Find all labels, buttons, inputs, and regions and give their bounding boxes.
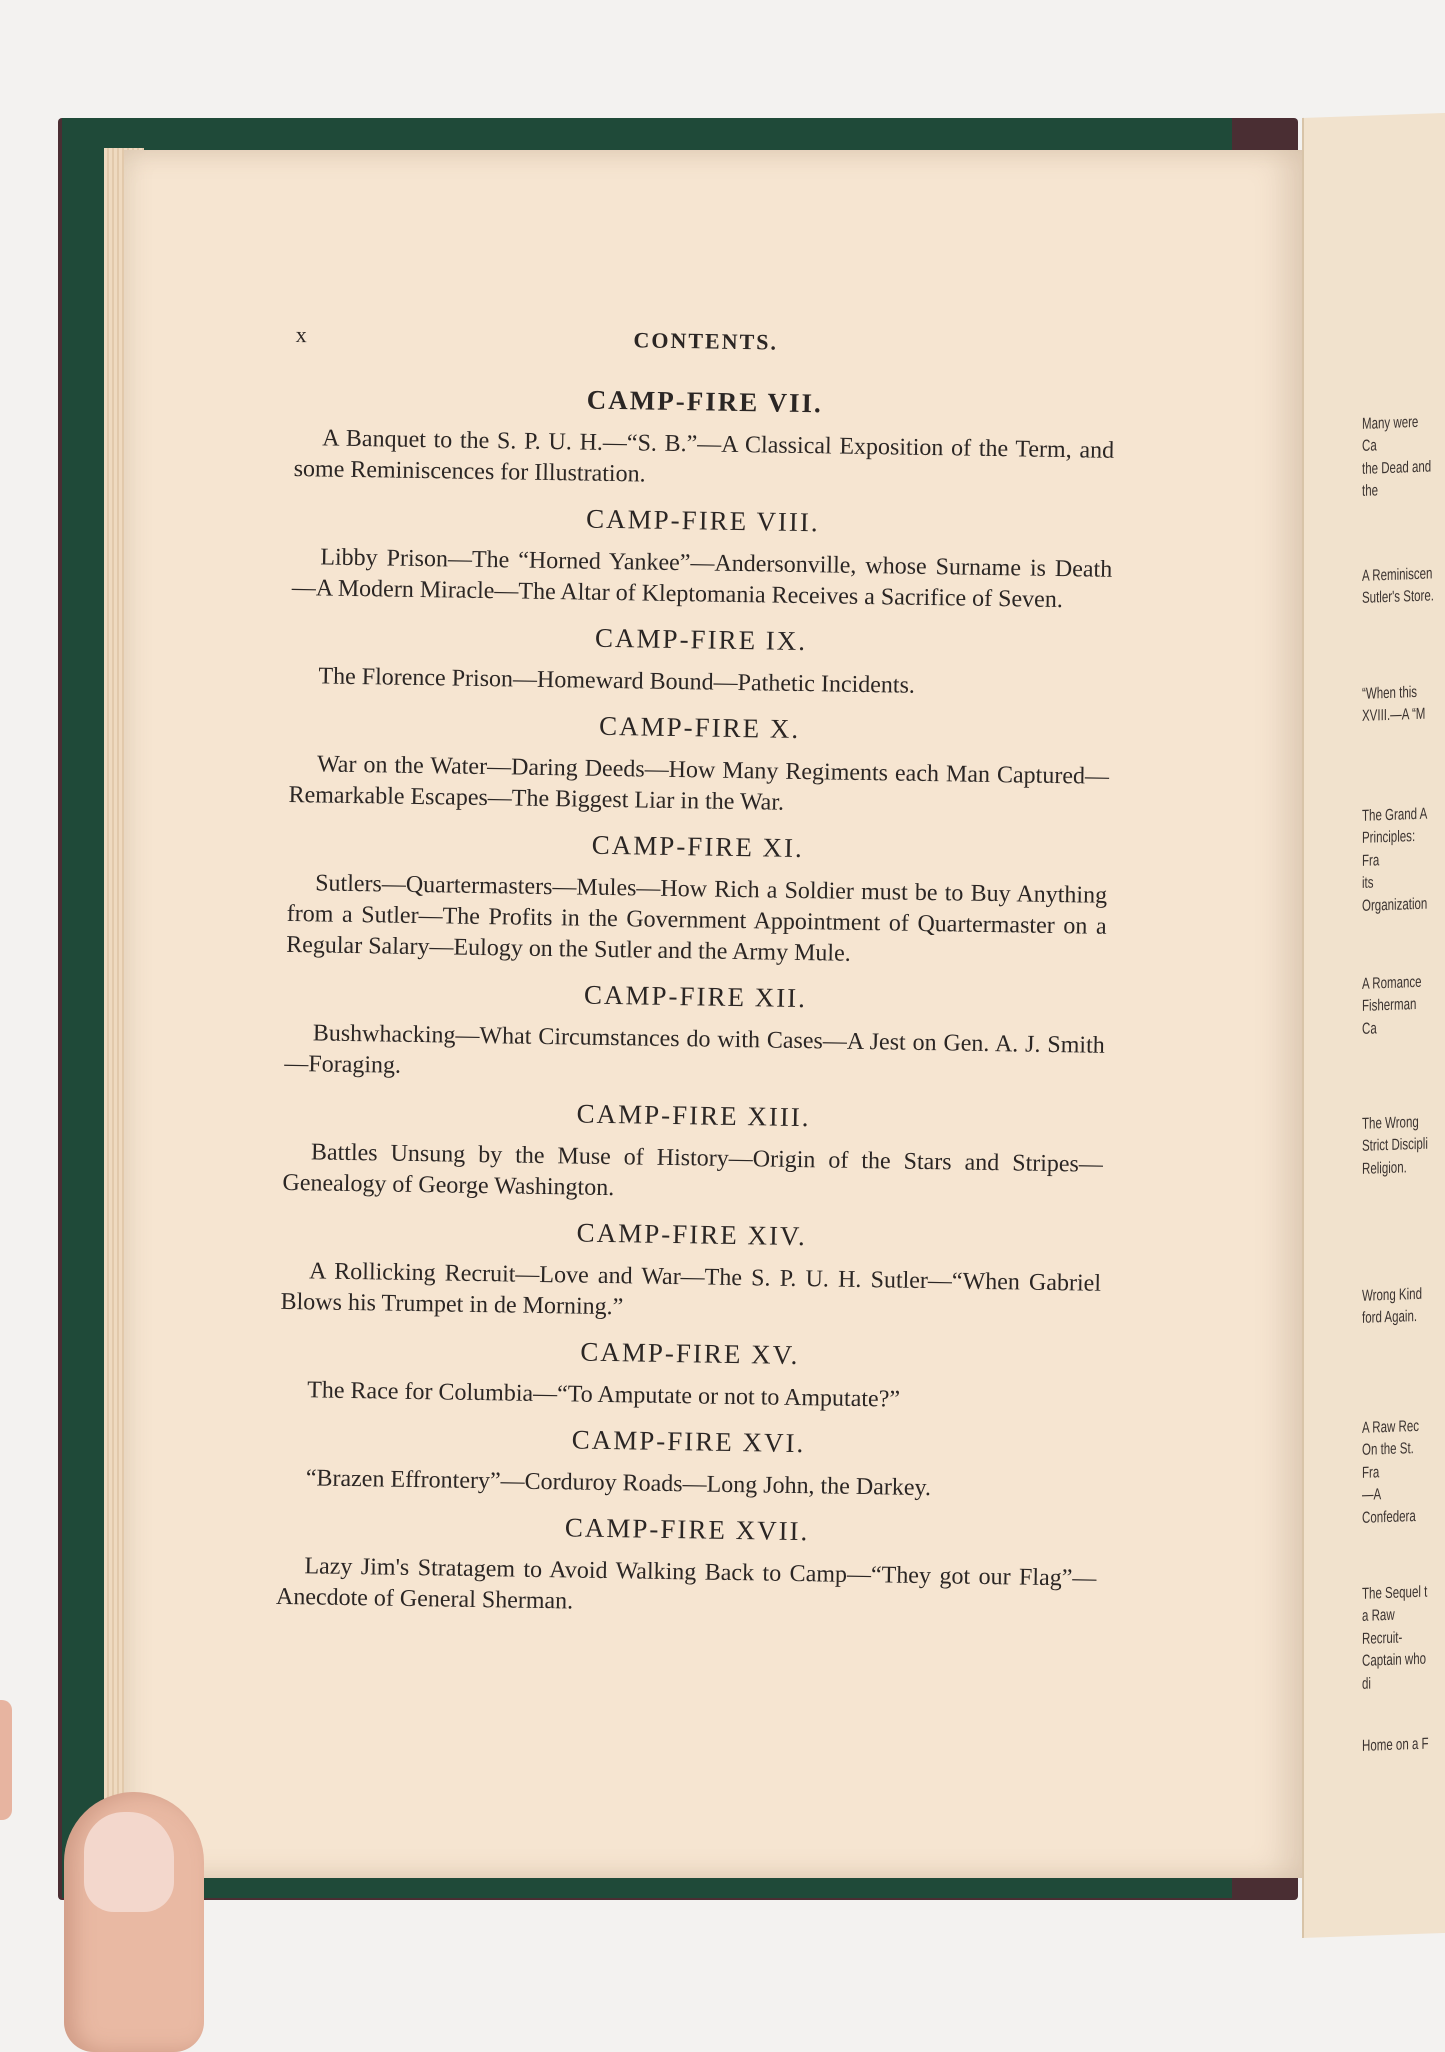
section-title: CAMP-FIRE XI. [591, 829, 805, 864]
page-number: x [295, 322, 308, 348]
section-summary: A Rollicking Recruit—Love and War—The S. P. U. H. Sutler—“When Gabriel Blows his Trumpet in de Morning.” [280, 1258, 1102, 1321]
contents-section [284, 975, 1106, 1093]
facing-page-fragment: The Sequel t a Raw Recruit- Captain who di [1362, 1583, 1428, 1693]
contents-section [282, 1094, 1104, 1212]
section-title: CAMP-FIRE XIII. [576, 1098, 811, 1133]
section-summary: War on the Water—Daring Deeds—How Many Regiments each Man Captured—Remarkable Escapes—The Biggest Liar in the War. [288, 751, 1110, 816]
contents-section [279, 1332, 1100, 1419]
section-title: CAMP-FIRE XVII. [564, 1512, 810, 1547]
section-title: CAMP-FIRE XV. [580, 1336, 800, 1371]
section-title: CAMP-FIRE IX. [594, 622, 808, 657]
section-title: CAMP-FIRE XVI. [571, 1424, 806, 1459]
facing-page-fragment: The Grand A Principles: Fra its Organization [1362, 805, 1428, 915]
facing-page [1302, 113, 1445, 1938]
thumbnail-nail [84, 1812, 174, 1912]
facing-page-fragment: A Raw Rec On the St. Fra —A Confedera [1362, 1417, 1419, 1527]
contents-section [288, 706, 1110, 824]
section-summary: Libby Prison—The “Horned Yankee”—Andersonville, whose Surname is Death—A Modern Miracle—The Altar of Kleptomania Receives a Sacrifice of Seven. [291, 544, 1113, 614]
section-title: CAMP-FIRE X. [598, 710, 801, 744]
section-title: CAMP-FIRE XII. [583, 979, 808, 1014]
facing-page-fragment: Many were Ca the Dead and the [1362, 413, 1432, 501]
section-summary: Lazy Jim's Stratagem to Avoid Walking Back to Camp—“They got our Flag”—Anecdote of General Sherman. [275, 1553, 1097, 1615]
section-summary: A Banquet to the S. P. U. H.—“S. B.”—A Classical Exposition of the Term, and some Reminiscences for Illustration. [293, 425, 1115, 488]
facing-page-fragment: “When this XVIII.—A “M [1362, 683, 1426, 726]
facing-page-fragment: The Wrong Strict Discipli Religion. [1362, 1113, 1428, 1178]
section-summary: Battles Unsung by the Muse of History—Origin of the Stars and Stripes—Genealogy of George Washington. [282, 1139, 1104, 1202]
facing-page-fragment: A Reminiscen Sutler's Store. [1362, 565, 1434, 608]
section-summary: “Brazen Effrontery”—Corduroy Roads—Long John, the Darkey. [305, 1465, 932, 1502]
contents-text-block [276, 322, 1116, 1640]
section-summary: Bushwhacking—What Circumstances do with Cases—A Jest on Gen. A. J. Smith—Foraging. [284, 1020, 1105, 1079]
contents-section [292, 499, 1114, 617]
contents-section [276, 1508, 1098, 1626]
contents-page [124, 150, 1302, 1878]
contents-section [286, 825, 1108, 974]
section-title: CAMP-FIRE VIII. [585, 503, 820, 538]
facing-page-fragment: Home on a F [1362, 1735, 1429, 1755]
section-title: CAMP-FIRE XIV. [576, 1217, 807, 1252]
contents-section [278, 1420, 1099, 1507]
facing-page-fragment: A Romance Fisherman Ca [1362, 973, 1422, 1038]
section-summary: The Race for Columbia—“To Amputate or not to Amputate?” [307, 1377, 901, 1413]
section-title: CAMP-FIRE VII. [586, 384, 824, 419]
contents-section [280, 1213, 1102, 1331]
finger [0, 1700, 12, 1820]
contents-section [290, 618, 1111, 705]
section-summary: Sutlers—Quartermasters—Mules—How Rich a Soldier must be to Buy Anything from a Sutler—The Profits in the Government Appointment of Quartermaster on a Regular Salary—Eulogy on the Sutler and the Army Mule. [286, 870, 1108, 967]
contents-section [293, 380, 1115, 498]
running-head: CONTENTS. [633, 327, 779, 355]
facing-page-fragment: Wrong Kind ford Again. [1362, 1285, 1422, 1328]
section-summary: The Florence Prison—Homeward Bound—Pathetic Incidents. [318, 663, 916, 699]
